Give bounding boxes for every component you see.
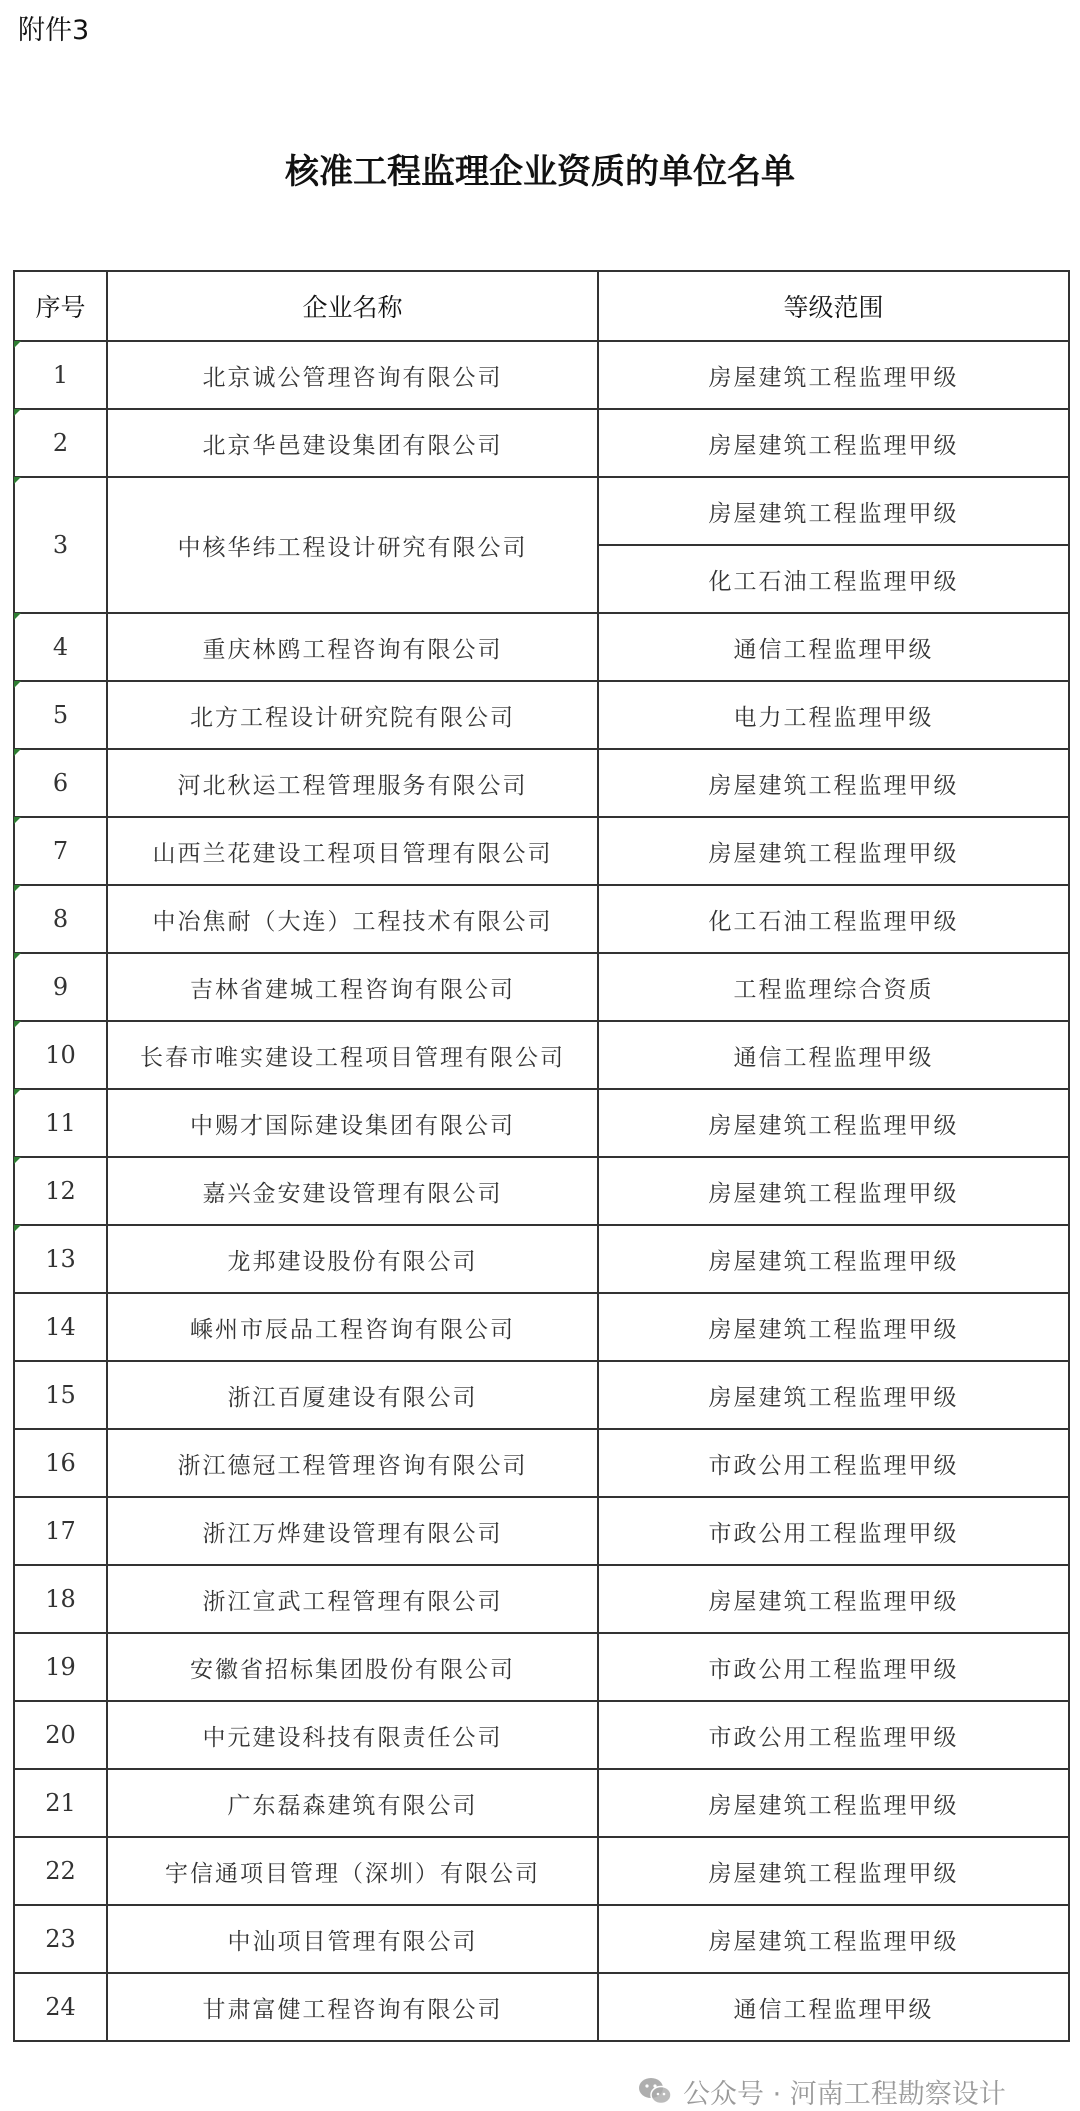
qualification-scope: 房屋建筑工程监理甲级 (598, 1905, 1069, 1973)
company-name: 浙江宣武工程管理有限公司 (107, 1565, 598, 1633)
watermark-text: 公众号 · 河南工程勘察设计 (683, 2078, 1006, 2110)
qualification-scope: 房屋建筑工程监理甲级 (598, 1565, 1069, 1633)
column-header-scope: 等级范围 (598, 271, 1069, 341)
table-row (14, 1429, 1069, 1497)
qualification-scope: 通信工程监理甲级 (598, 1973, 1069, 2041)
table-row (14, 477, 1069, 545)
company-name: 北京诚公管理咨询有限公司 (107, 341, 598, 409)
row-number: 3 (14, 477, 107, 613)
table-row (14, 681, 1069, 749)
column-header-company: 企业名称 (107, 271, 598, 341)
qualification-scope: 房屋建筑工程监理甲级 (598, 477, 1069, 545)
company-name: 重庆林鸥工程咨询有限公司 (107, 613, 598, 681)
table-row (14, 1905, 1069, 1973)
row-number: 21 (14, 1769, 107, 1837)
table-header-row (14, 271, 1069, 341)
table-row (14, 1021, 1069, 1089)
company-name: 长春市唯实建设工程项目管理有限公司 (107, 1021, 598, 1089)
company-table (13, 270, 1070, 2042)
qualification-scope: 市政公用工程监理甲级 (598, 1701, 1069, 1769)
company-name: 浙江德冠工程管理咨询有限公司 (107, 1429, 598, 1497)
qualification-scope: 市政公用工程监理甲级 (598, 1633, 1069, 1701)
qualification-scope: 化工石油工程监理甲级 (598, 545, 1069, 613)
qualification-scope: 电力工程监理甲级 (598, 681, 1069, 749)
table-row (14, 1973, 1069, 2041)
table-row (14, 1837, 1069, 1905)
qualification-scope: 房屋建筑工程监理甲级 (598, 817, 1069, 885)
company-name: 中赐才国际建设集团有限公司 (107, 1089, 598, 1157)
qualification-scope: 房屋建筑工程监理甲级 (598, 749, 1069, 817)
row-number: 19 (14, 1633, 107, 1701)
table-row (14, 613, 1069, 681)
qualification-scope: 通信工程监理甲级 (598, 613, 1069, 681)
row-number: 14 (14, 1293, 107, 1361)
row-number: 24 (14, 1973, 107, 2041)
table-row (14, 1565, 1069, 1633)
company-name: 安徽省招标集团股份有限公司 (107, 1633, 598, 1701)
qualification-scope: 房屋建筑工程监理甲级 (598, 1225, 1069, 1293)
table-row (14, 341, 1069, 409)
row-number: 9 (14, 953, 107, 1021)
qualification-scope: 市政公用工程监理甲级 (598, 1497, 1069, 1565)
watermark (637, 2074, 1077, 2108)
qualification-scope: 市政公用工程监理甲级 (598, 1429, 1069, 1497)
company-name: 嵊州市辰品工程咨询有限公司 (107, 1293, 598, 1361)
wechat-icon (637, 2076, 673, 2106)
qualification-scope: 房屋建筑工程监理甲级 (598, 1837, 1069, 1905)
table-row (14, 1701, 1069, 1769)
row-number: 4 (14, 613, 107, 681)
company-name: 河北秋运工程管理服务有限公司 (107, 749, 598, 817)
company-name: 嘉兴金安建设管理有限公司 (107, 1157, 598, 1225)
table-row (14, 1361, 1069, 1429)
company-name: 北方工程设计研究院有限公司 (107, 681, 598, 749)
row-number: 13 (14, 1225, 107, 1293)
column-header-number: 序号 (14, 271, 107, 341)
table-row (14, 1497, 1069, 1565)
qualification-scope: 房屋建筑工程监理甲级 (598, 1157, 1069, 1225)
company-name: 吉林省建城工程咨询有限公司 (107, 953, 598, 1021)
row-number: 1 (14, 341, 107, 409)
company-name: 中冶焦耐（大连）工程技术有限公司 (107, 885, 598, 953)
qualification-scope: 房屋建筑工程监理甲级 (598, 409, 1069, 477)
table-row (14, 749, 1069, 817)
table-row (14, 1089, 1069, 1157)
company-name: 浙江百厦建设有限公司 (107, 1361, 598, 1429)
attachment-label: 附件3 (18, 15, 90, 46)
qualification-scope: 房屋建筑工程监理甲级 (598, 1769, 1069, 1837)
row-number: 15 (14, 1361, 107, 1429)
company-name: 北京华邑建设集团有限公司 (107, 409, 598, 477)
table-row (14, 409, 1069, 477)
company-name: 山西兰花建设工程项目管理有限公司 (107, 817, 598, 885)
company-name: 龙邦建设股份有限公司 (107, 1225, 598, 1293)
qualification-scope: 房屋建筑工程监理甲级 (598, 341, 1069, 409)
document-title: 核准工程监理企业资质的单位名单 (285, 152, 795, 192)
qualification-scope: 房屋建筑工程监理甲级 (598, 1361, 1069, 1429)
row-number: 6 (14, 749, 107, 817)
qualification-scope: 化工石油工程监理甲级 (598, 885, 1069, 953)
qualification-scope: 通信工程监理甲级 (598, 1021, 1069, 1089)
table-row (14, 1633, 1069, 1701)
row-number: 2 (14, 409, 107, 477)
company-name: 广东磊森建筑有限公司 (107, 1769, 598, 1837)
row-number: 20 (14, 1701, 107, 1769)
row-number: 16 (14, 1429, 107, 1497)
table-row (14, 1157, 1069, 1225)
row-number: 7 (14, 817, 107, 885)
row-number: 18 (14, 1565, 107, 1633)
company-name: 宇信通项目管理（深圳）有限公司 (107, 1837, 598, 1905)
table-body (14, 341, 1069, 2041)
table-row (14, 1769, 1069, 1837)
row-number: 23 (14, 1905, 107, 1973)
row-number: 5 (14, 681, 107, 749)
company-name: 浙江万烨建设管理有限公司 (107, 1497, 598, 1565)
qualification-scope: 房屋建筑工程监理甲级 (598, 1089, 1069, 1157)
company-name: 中汕项目管理有限公司 (107, 1905, 598, 1973)
company-name: 甘肃富健工程咨询有限公司 (107, 1973, 598, 2041)
row-number: 8 (14, 885, 107, 953)
table-row (14, 1293, 1069, 1361)
row-number: 11 (14, 1089, 107, 1157)
qualification-scope: 房屋建筑工程监理甲级 (598, 1293, 1069, 1361)
table-row (14, 817, 1069, 885)
qualification-scope: 工程监理综合资质 (598, 953, 1069, 1021)
row-number: 10 (14, 1021, 107, 1089)
row-number: 17 (14, 1497, 107, 1565)
row-number: 12 (14, 1157, 107, 1225)
company-name: 中元建设科技有限责任公司 (107, 1701, 598, 1769)
company-name: 中核华纬工程设计研究有限公司 (107, 477, 598, 613)
table-row (14, 953, 1069, 1021)
table-row (14, 885, 1069, 953)
table-row (14, 1225, 1069, 1293)
row-number: 22 (14, 1837, 107, 1905)
